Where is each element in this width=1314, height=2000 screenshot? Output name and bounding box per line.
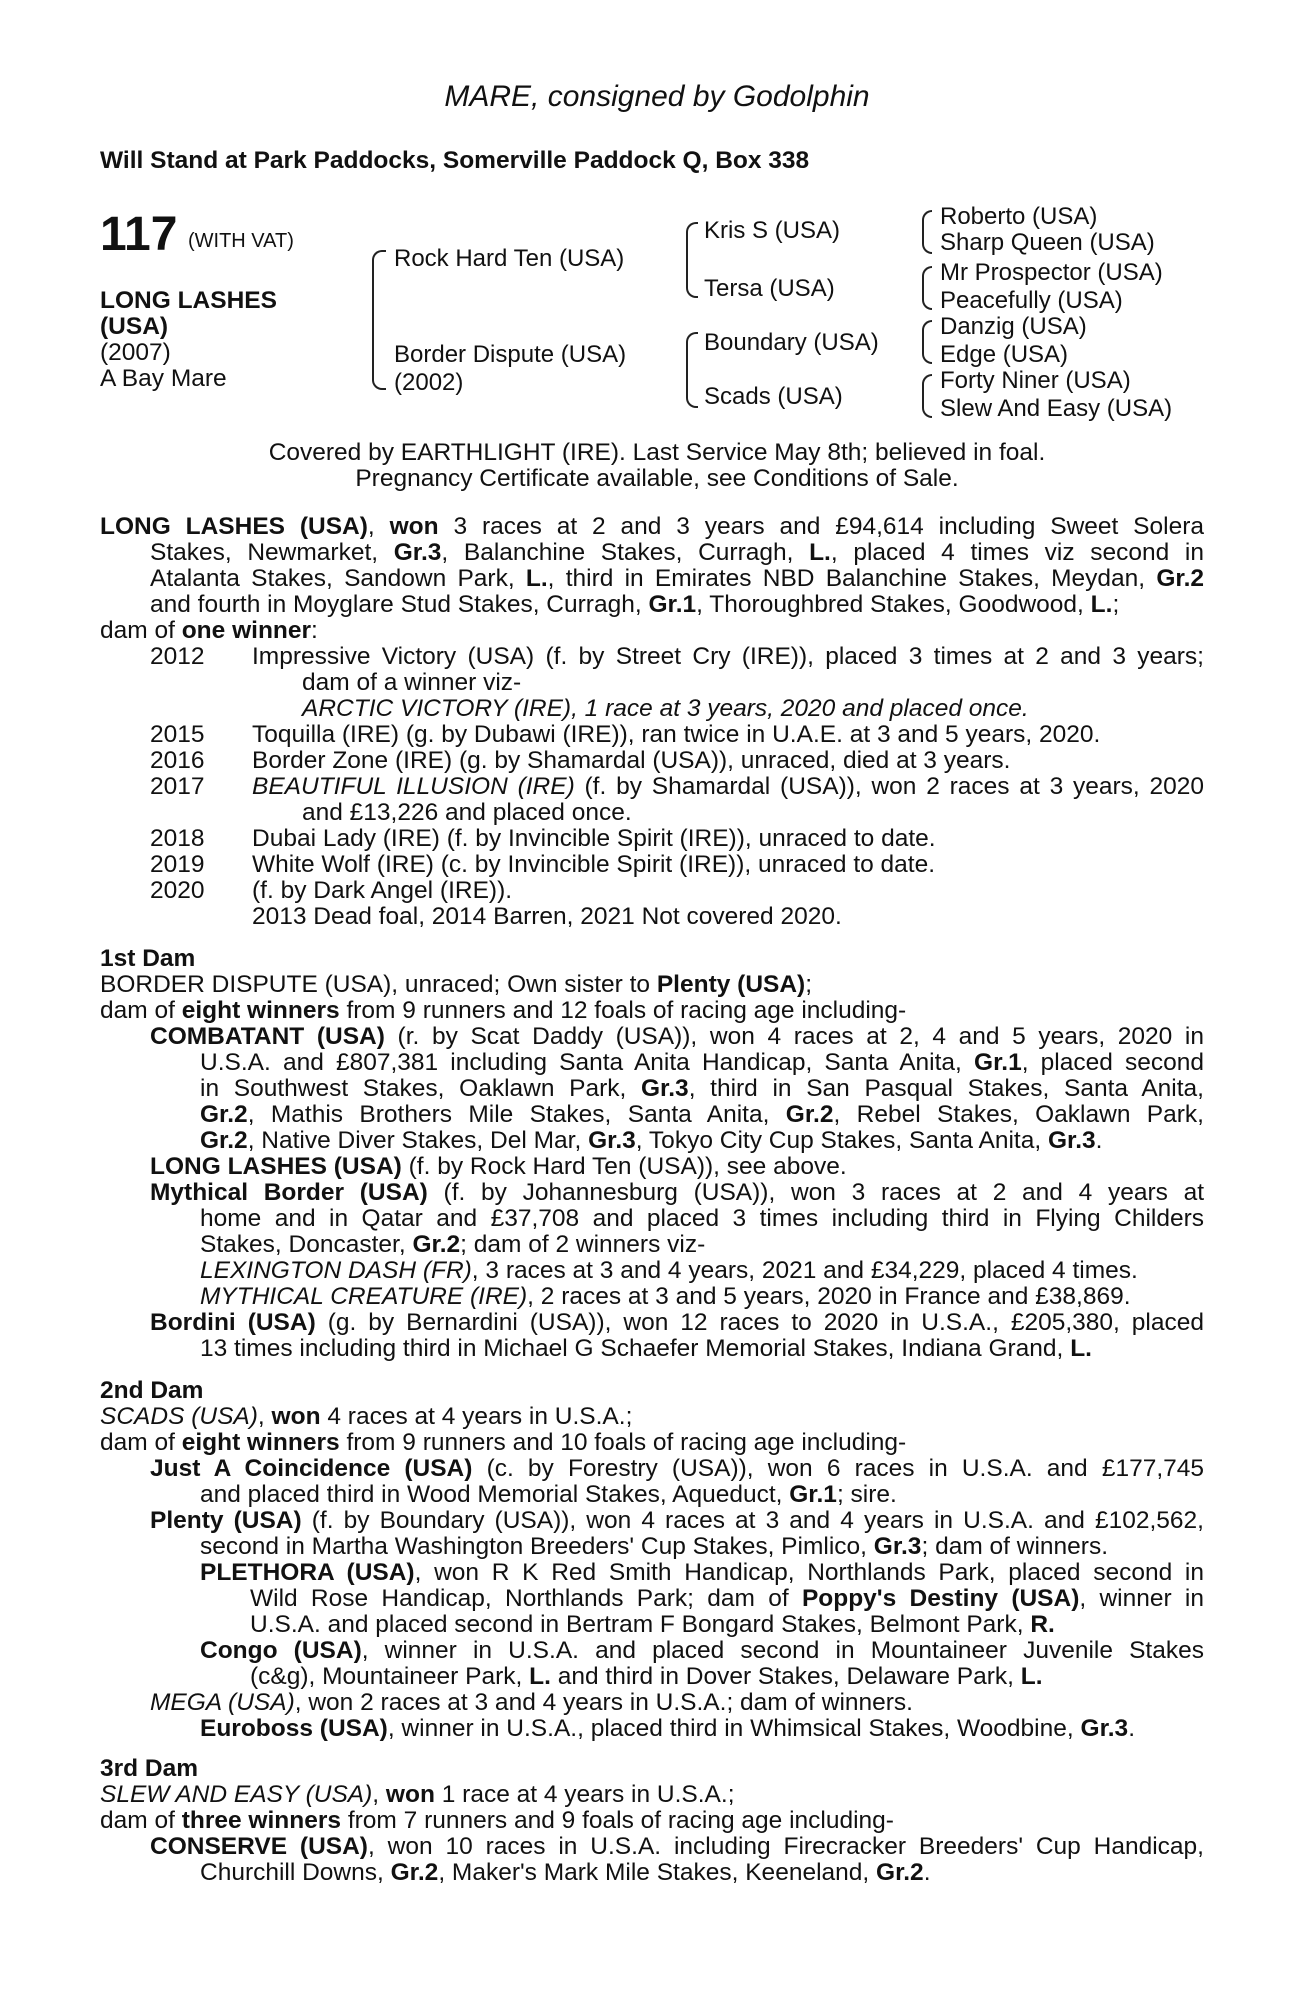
dam-line: MYTHICAL CREATURE (IRE), 2 races at 3 and 5 years, 2020 in France and £38,869.: [200, 1283, 1131, 1310]
progeny-row: dam of a winner viz-: [302, 669, 522, 696]
horse-description: A Bay Mare: [100, 365, 227, 392]
covered-line: Covered by EARTHLIGHT (IRE). Last Service May 8th; believed in foal.: [268, 439, 1046, 466]
dam-line: 13 times including third in Michael G Schaefer Memorial Stakes, Indiana Grand, L.: [200, 1335, 1092, 1362]
dam-line: Gr.2, Native Diver Stakes, Del Mar, Gr.3, Tokyo City Cup Stakes, Santa Anita, Gr.3.: [200, 1127, 1103, 1154]
dam-line: in Southwest Stakes, Oaklawn Park, Gr.3, third in San Pasqual Stakes, Santa Anita,: [200, 1075, 1204, 1102]
pedigree-brace-g12: [922, 210, 932, 254]
horse-name: LONG LASHES: [100, 287, 277, 314]
dam-line: COMBATANT (USA) (r. by Scat Daddy (USA)), won 4 races at 2, 4 and 5 years, 2020 in: [150, 1023, 1204, 1050]
dam-line: LONG LASHES (USA) (f. by Rock Hard Ten (USA)), see above.: [150, 1153, 847, 1180]
pedigree-g7: Forty Niner (USA): [940, 367, 1131, 394]
dam-line: and placed third in Wood Memorial Stakes, Aqueduct, Gr.1; sire.: [200, 1481, 897, 1508]
dam-line: dam of eight winners from 9 runners and 10 foals of racing age including-: [100, 1429, 907, 1456]
third-dam-section: [100, 1756, 1204, 1886]
dam-line: (c&g), Mountaineer Park, L. and third in Dover Stakes, Delaware Park, L.: [250, 1663, 1043, 1690]
pedigree-g3: Mr Prospector (USA): [940, 259, 1163, 286]
dam-line: home and in Qatar and £37,708 and placed 3 times including third in Flying Childers: [200, 1205, 1204, 1232]
dam-line: PLETHORA (USA), won R K Red Smith Handicap, Northlands Park, placed second in: [200, 1559, 1204, 1586]
record-line: Atalanta Stakes, Sandown Park, L., third in Emirates NBD Balanchine Stakes, Meydan, Gr.2: [150, 565, 1205, 592]
pregnancy-line: Pregnancy Certificate available, see Conditions of Sale.: [355, 465, 959, 492]
pedigree-brace-sire: [686, 222, 698, 298]
progeny-row: 2019 White Wolf (IRE) (c. by Invincible Spirit (IRE)), unraced to date.: [150, 851, 936, 878]
pedigree-g2: Sharp Queen (USA): [940, 229, 1155, 256]
horse-year: (2007): [100, 339, 171, 366]
pedigree-brace-g78: [922, 374, 932, 418]
pedigree-brace-main: [372, 250, 386, 390]
section-heading: 3rd Dam: [100, 1755, 199, 1782]
progeny-row: 2017 BEAUTIFUL ILLUSION (IRE) (f. by Shamardal (USA)), won 2 races at 3 years, 2020: [150, 773, 1204, 800]
record-line: dam of one winner:: [100, 617, 318, 644]
progeny-row: 2013 Dead foal, 2014 Barren, 2021 Not covered 2020.: [252, 903, 842, 930]
dam-line: Euroboss (USA), winner in U.S.A., placed third in Whimsical Stakes, Woodbine, Gr.3.: [200, 1715, 1136, 1742]
pedigree-dam: Border Dispute (USA): [394, 341, 627, 368]
first-dam-section: [100, 946, 1204, 1362]
horse-info: [100, 288, 277, 392]
race-record: [100, 514, 1204, 930]
pedigree-sire-dam: Tersa (USA): [704, 275, 835, 302]
pedigree-brace-dam: [686, 332, 698, 408]
pedigree-sire: Rock Hard Ten (USA): [394, 245, 625, 272]
dam-line: Just A Coincidence (USA) (c. by Forestry (USA)), won 6 races in U.S.A. and £177,745: [150, 1455, 1205, 1482]
dam-line: Stakes, Doncaster, Gr.2; dam of 2 winners viz-: [200, 1231, 706, 1258]
progeny-row: 2018 Dubai Lady (IRE) (f. by Invincible Spirit (IRE)), unraced to date.: [150, 825, 936, 852]
dam-line: Churchill Downs, Gr.2, Maker's Mark Mile Stakes, Keeneland, Gr.2.: [200, 1859, 931, 1886]
dam-line: CONSERVE (USA), won 10 races in U.S.A. including Firecracker Breeders' Cup Handicap,: [150, 1833, 1204, 1860]
record-line: LONG LASHES (USA), won 3 races at 2 and 3 years and £94,614 including Sweet Solera: [100, 513, 1204, 540]
dam-line: MEGA (USA), won 2 races at 3 and 4 years in U.S.A.; dam of winners.: [150, 1689, 913, 1716]
dam-line: dam of eight winners from 9 runners and 12 foals of racing age including-: [100, 997, 907, 1024]
progeny-row: 2020 (f. by Dark Angel (IRE)).: [150, 877, 513, 904]
dam-line: Bordini (USA) (g. by Bernardini (USA)), won 12 races to 2020 in U.S.A., £205,380, placed: [150, 1309, 1204, 1336]
pedigree-g5: Danzig (USA): [940, 313, 1087, 340]
pedigree-dam-dam: Scads (USA): [704, 383, 843, 410]
dam-line: Congo (USA), winner in U.S.A. and placed second in Mountaineer Juvenile Stakes: [200, 1637, 1204, 1664]
dam-line: BORDER DISPUTE (USA), unraced; Own sister to Plenty (USA);: [100, 971, 813, 998]
pedigree-g6: Edge (USA): [940, 341, 1069, 368]
dam-line: Plenty (USA) (f. by Boundary (USA)), won 4 races at 3 and 4 years in U.S.A. and £102,562,: [150, 1507, 1204, 1534]
progeny-row: 2015 Toquilla (IRE) (g. by Dubawi (IRE)), ran twice in U.A.E. at 3 and 5 years, 2020.: [150, 721, 1101, 748]
covered-info: [0, 440, 1314, 492]
progeny-row: 2016 Border Zone (IRE) (g. by Shamardal (USA)), unraced, died at 3 years.: [150, 747, 1011, 774]
pedigree-g1: Roberto (USA): [940, 203, 1098, 230]
pedigree-dam-sire: Boundary (USA): [704, 329, 879, 356]
dam-line: Wild Rose Handicap, Northlands Park; dam of Poppy's Destiny (USA), winner in: [250, 1585, 1204, 1612]
dam-line: SCADS (USA), won 4 races at 4 years in U.S.A.;: [100, 1403, 633, 1430]
dam-line: Mythical Border (USA) (f. by Johannesburg (USA)), won 3 races at 2 and 4 years at: [150, 1179, 1204, 1206]
dam-line: Gr.2, Mathis Brothers Mile Stakes, Santa Anita, Gr.2, Rebel Stakes, Oaklawn Park,: [200, 1101, 1204, 1128]
section-heading: 1st Dam: [100, 945, 196, 972]
pedigree-brace-g34: [922, 266, 932, 310]
horse-name-ref: LONG LASHES (USA): [100, 513, 368, 540]
pedigree-dam-year: (2002): [394, 369, 464, 396]
lot-number: 117: [100, 208, 178, 261]
second-dam-section: [100, 1378, 1204, 1742]
progeny-row: ARCTIC VICTORY (IRE), 1 race at 3 years, 2020 and placed once.: [302, 695, 1029, 722]
record-line: and fourth in Moyglare Stud Stakes, Curragh, Gr.1, Thoroughbred Stakes, Goodwood, L.;: [150, 591, 1120, 618]
page-title: MARE, consigned by Godolphin: [444, 80, 870, 113]
progeny-row: 2012 Impressive Victory (USA) (f. by Street Cry (IRE)), placed 3 times at 2 and 3 years;: [150, 643, 1204, 670]
pedigree-sire-sire: Kris S (USA): [704, 217, 841, 244]
dam-line: U.S.A. and placed second in Bertram F Bongard Stakes, Belmont Park, R.: [250, 1611, 1055, 1638]
record-line: Stakes, Newmarket, Gr.3, Balanchine Stakes, Curragh, L., placed 4 times viz second in: [150, 539, 1204, 566]
pedigree-g8: Slew And Easy (USA): [940, 395, 1173, 422]
section-heading: 2nd Dam: [100, 1377, 204, 1404]
dam-line: SLEW AND EASY (USA), won 1 race at 4 years in U.S.A.;: [100, 1781, 735, 1808]
pedigree-brace-g56: [922, 320, 932, 364]
won-label: won: [389, 513, 439, 540]
vat-label: (WITH VAT): [188, 230, 294, 252]
pedigree-g4: Peacefully (USA): [940, 287, 1123, 314]
horse-country: (USA): [100, 313, 169, 340]
dam-line: dam of three winners from 7 runners and 9 foals of racing age including-: [100, 1807, 894, 1834]
progeny-row: and £13,226 and placed once.: [302, 799, 632, 826]
dam-line: LEXINGTON DASH (FR), 3 races at 3 and 4 years, 2021 and £34,229, placed 4 times.: [200, 1257, 1138, 1284]
dam-line: second in Martha Washington Breeders' Cup Stakes, Pimlico, Gr.3; dam of winners.: [200, 1533, 1109, 1560]
stand-location: Will Stand at Park Paddocks, Somerville Paddock Q, Box 338: [100, 147, 810, 174]
dam-line: U.S.A. and £807,381 including Santa Anita Handicap, Santa Anita, Gr.1, placed second: [200, 1049, 1205, 1076]
